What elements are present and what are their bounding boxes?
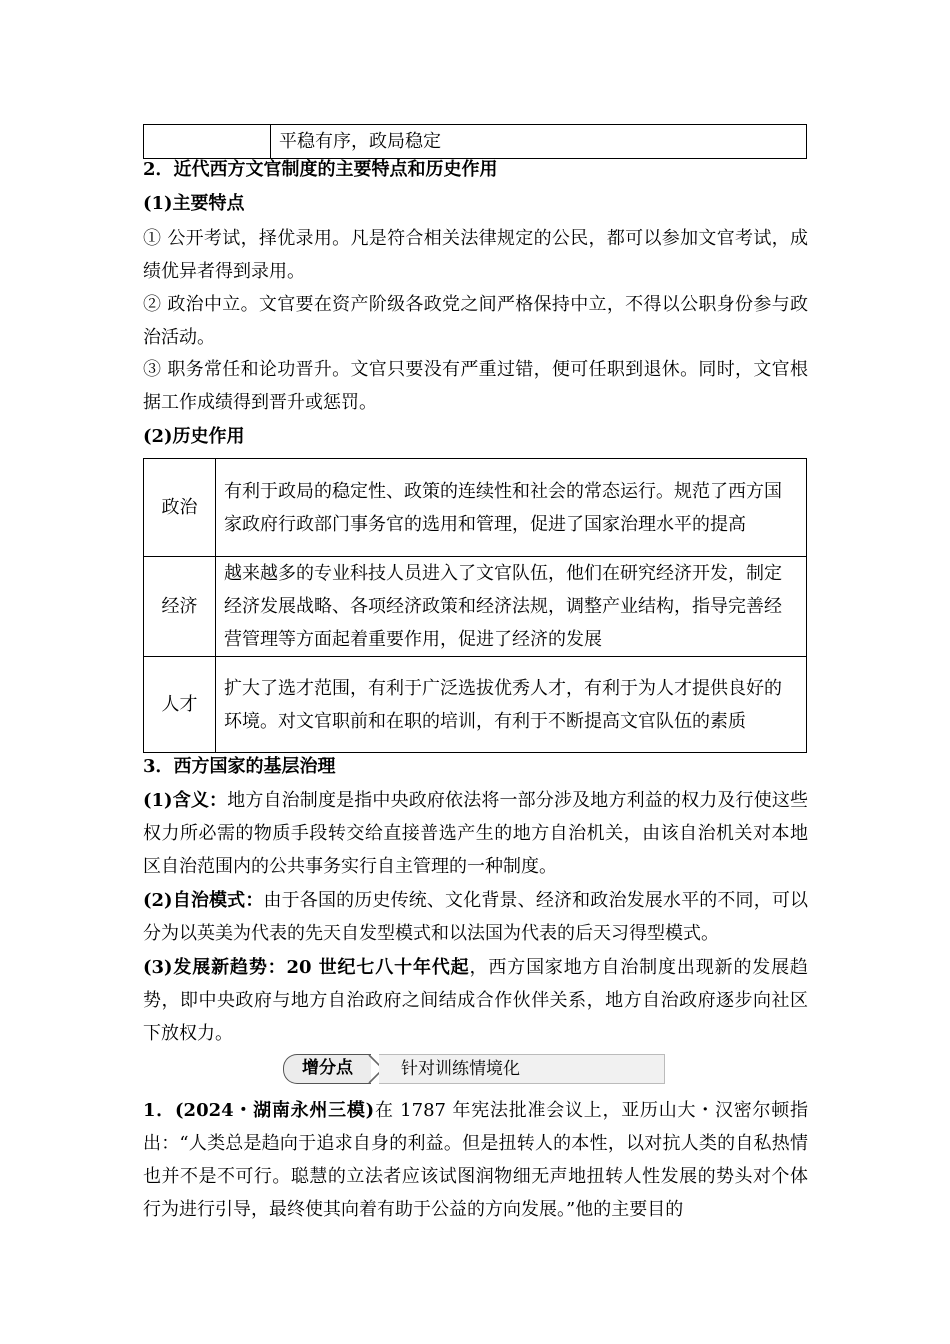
row-label-politics: 政治: [144, 459, 216, 557]
banner-label: 增分点: [283, 1054, 371, 1084]
section2-sub1: (1)主要特点: [143, 193, 245, 214]
section2-heading: 2．近代西方文官制度的主要特点和历史作用: [143, 159, 498, 180]
para1-text: 地方自治制度是指中央政府依法将一部分涉及地方利益的权力及行使这些权力所必需的物质手段转交给直接普选产生的地方自治机关，由该自治机关对本地区自治范围内的公共事务实行自主管理的一种制度。: [143, 790, 809, 877]
banner-title: 针对训练情境化: [379, 1054, 665, 1084]
row-label-economy: 经济: [144, 557, 216, 657]
table-row: [144, 557, 807, 657]
effects-table: [143, 458, 807, 753]
feature-item-2: ② 政治中立。文官要在资产阶级各政党之间严格保持中立，不得以公职身份参与政治活动。: [143, 294, 808, 348]
row-text-talent: 扩大了选才范围，有利于广泛选拔优秀人才，有利于为人才提供良好的环境。对文官职前和在职的培训，有利于不断提高文官队伍的素质: [216, 657, 807, 753]
section2-sub2: (2)历史作用: [143, 426, 245, 447]
row-text-economy: 越来越多的专业科技人员进入了文官队伍，他们在研究经济开发，制定经济发展战略、各项经济政策和经济法规，调整产业结构，指导完善经营管理等方面起着重要作用，促进了经济的发展: [216, 557, 807, 657]
question-1: [143, 1094, 808, 1226]
question-1-source: 1．(2024・湖南永州三模): [143, 1100, 375, 1121]
table-text-cell: 平稳有序，政局稳定: [271, 125, 807, 159]
table-row: [144, 459, 807, 557]
para2-text: 由于各国的历史传统、文化背景、经济和政治发展水平的不同，可以分为以英美为代表的先天自发型模式和以法国为代表的后天习得型模式。: [143, 890, 809, 944]
para3-text: ，西方国家地方自治制度出现新的发展趋势，即中央政府与地方自治政府之间结成合作伙伴关系，地方自治政府逐步向社区下放权力。: [143, 957, 809, 1044]
row-text-politics: 有利于政局的稳定性、政策的连续性和社会的常态运行。规范了西方国家政府行政部门事务官的选用和管理，促进了国家治理水平的提高: [216, 459, 807, 557]
section3-para1: [143, 784, 808, 883]
para3-label: (3)发展新趋势：20 世纪七八十年代起: [143, 957, 470, 978]
para1-label: (1)含义：: [143, 790, 228, 811]
table-row: [144, 657, 807, 753]
question-1-text: 在 1787 年宪法批准会议上，亚历山大・汉密尔顿指出：“人类总是趋向于追求自身的利益。但是扭转人的本性，以对抗人类的自私热情也并不是不可行。聪慧的立法者应该试图润物细无声地扭转人性发展的势头对个体行为进行引导，最终使其向着有助于公益的方向发展。”他的主要目的: [143, 1100, 809, 1220]
section3-para3: [143, 951, 808, 1050]
section3-para2: [143, 884, 808, 950]
feature-item-1: ① 公开考试，择优录用。凡是符合相关法律规定的公民，都可以参加文官考试，成绩优异者得到录用。: [143, 228, 808, 282]
feature-item-3: ③ 职务常任和论功晋升。文官只要没有严重过错，便可任职到退休。同时，文官根据工作成绩得到晋升或惩罚。: [143, 359, 808, 413]
para2-label: (2)自治模式：: [143, 890, 264, 911]
row-label-talent: 人才: [144, 657, 216, 753]
section-banner: [283, 1054, 665, 1084]
section3-heading: 3．西方国家的基层治理: [143, 756, 336, 777]
